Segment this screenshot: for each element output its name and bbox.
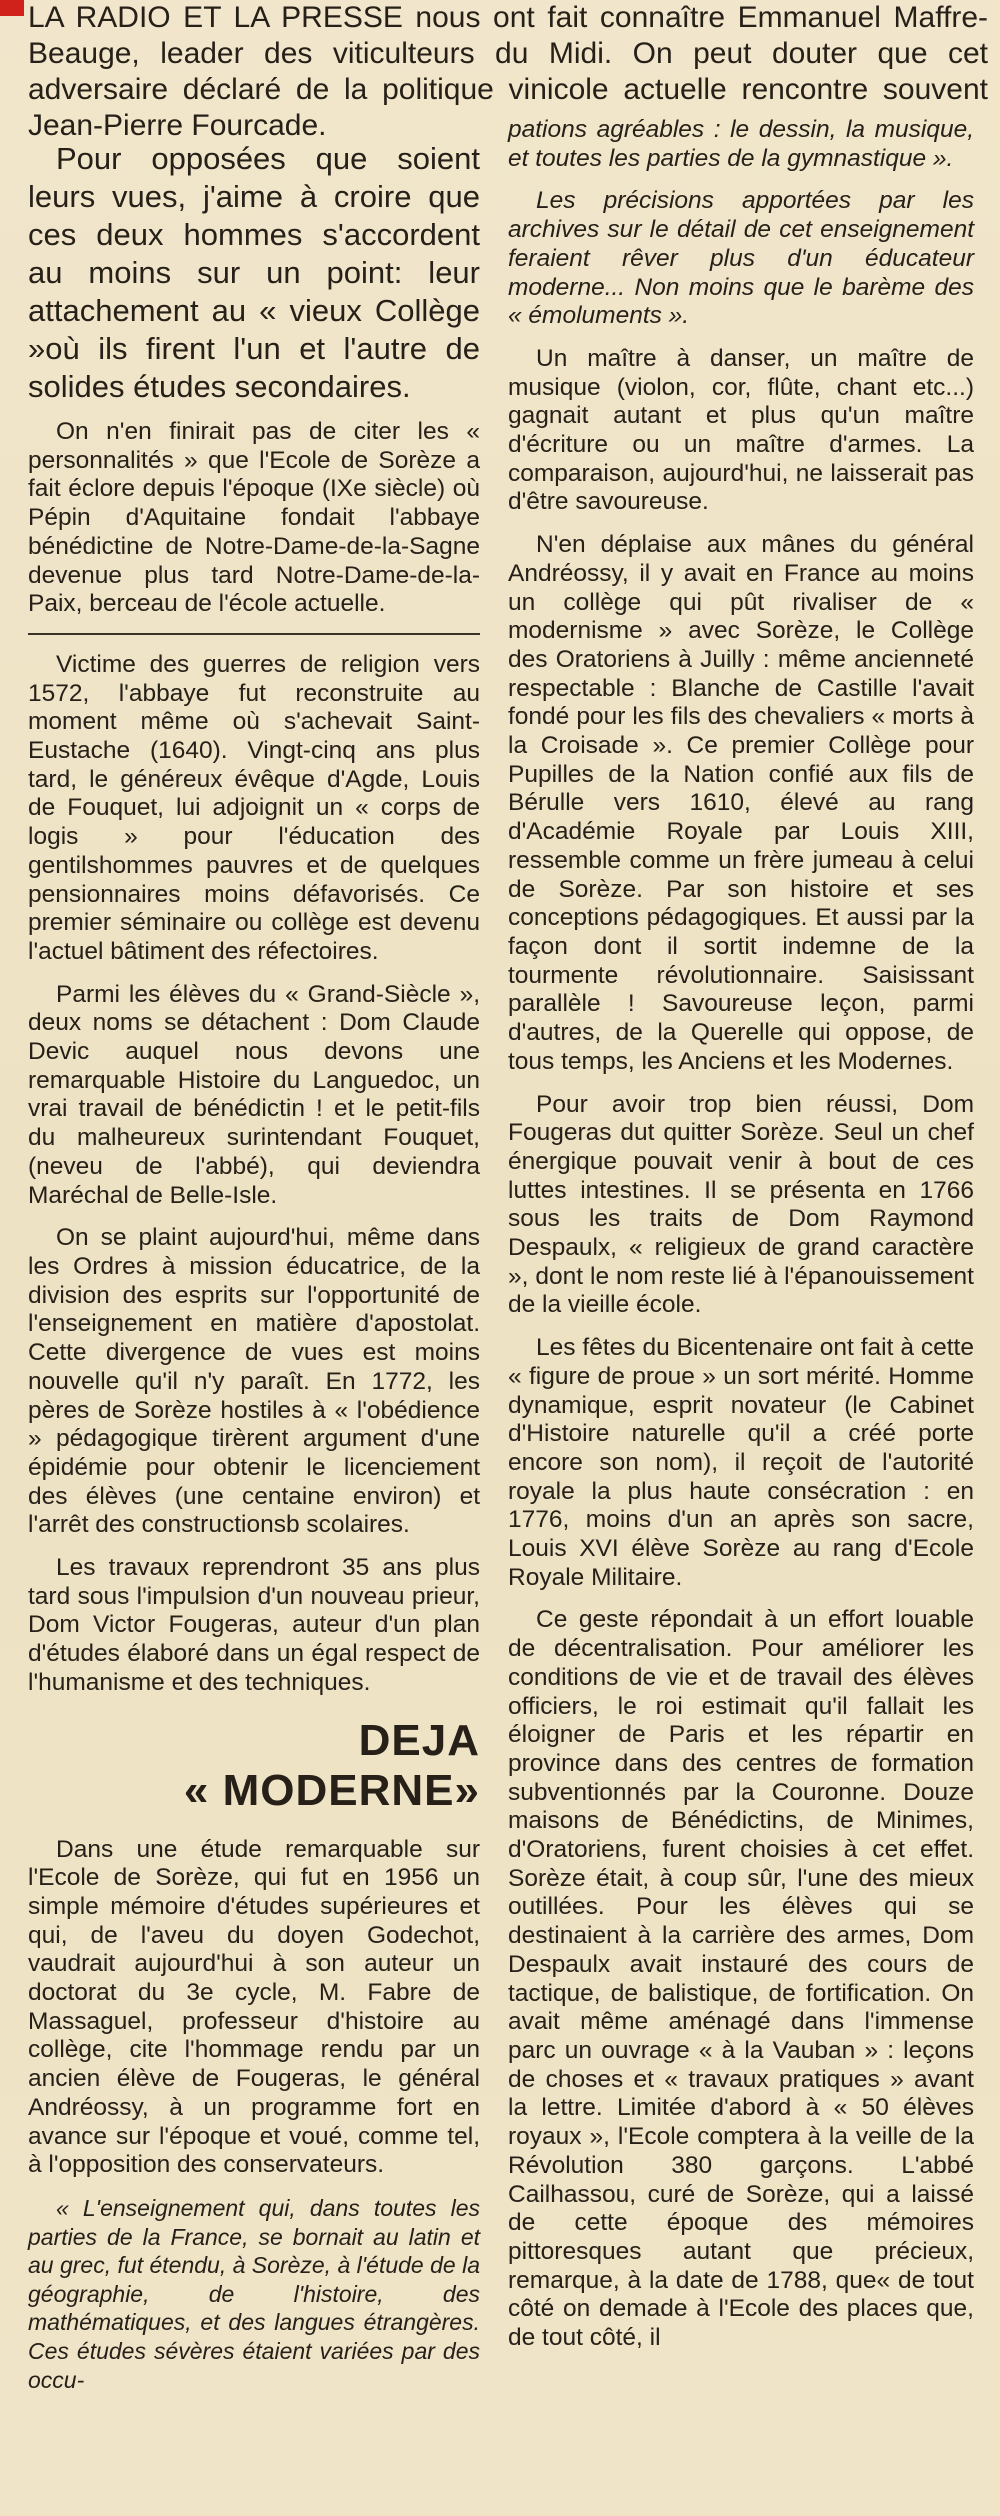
heading-line-2: « MODERNE» [183,1765,480,1815]
section-heading [28,1716,480,1816]
quote-paragraph: « L'enseignement qui, dans toutes les parties de la France, se bornait au latin et au grec, fut étendu, à Sorèze, à l'étude de la géographie, de l'histoire, des mathématiques, et des langues étrangères. Ces études sévères étaient variées par des occu- [28,2194,480,2393]
paragraph: On se plaint aujourd'hui, même dans les Ordres à mission éducatrice, de la division des esprits sur l'opportunité de l'enseignement en matière d'apostolat. Cette divergence de vues est moins nouvelle qu'il n'y paraît. En 1772, les pères de Sorèze hostiles à « l'obédience » pédagogique tirèrent argument d'une épidémie pour obtenir le licenciement des élèves (une centaine environ) et l'arrêt des constructionsb scolaires. [28,1224,480,1539]
paragraph: Victime des guerres de religion vers 1572, l'abbaye fut reconstruite au moment même où s'achevait Saint-Eustache (1640). Vingt-cinq ans plus tard, le généreux évêque d'Agde, Louis de Fouquet, lui adjoignit un « corps de logis » pour l'éducation des gentilshommes pauvres et de quelques pensionnaires moins défavorisés. Ce premier séminaire ou collège est devenu l'actuel bâtiment des réfectoires. [28,650,480,965]
red-corner-mark [0,0,24,16]
paragraph: Parmi les élèves du « Grand-Siècle », deux noms se détachent : Dom Claude Devic auquel nous devons une remarquable Histoire du Languedoc, un vrai travail de bénédictin ! et le petit-fils du malheureux surintendant Fouquet, (neveu de l'abbé), qui deviendra Maréchal de Belle-Isle. [28,980,480,1209]
paragraph: Les précisions apportées par les archives sur le détail de cet enseignement feraient rêver plus d'un éducateur moderne... Non moins que le barème des « émoluments ». [508,187,974,330]
right-column [508,116,974,2367]
paragraph: Les travaux reprendront 35 ans plus tard sous l'impulsion d'un nouveau prieur, Dom Victor Fougeras, auteur d'un plan d'études élaboré dans un égal respect de l'humanisme et des techniques. [28,1554,480,1696]
heading-line-1: DEJA [358,1715,480,1765]
paragraph: Pour opposées que soient leurs vues, j'aime à croire que ces deux hommes s'accordent au moins sur un point: leur attachement au « vieux Collège »où ils firent l'un et l'autre de solides études secondaires. [28,141,480,404]
paragraph: On n'en finirait pas de citer les « personnalités » que l'Ecole de Sorèze a fait éclore depuis l'époque (IXe siècle) où Pépin d'Aquitaine fondait l'abbaye bénédictine de Notre-Dame-de-la-Sagne devenue plus tard Notre-Dame-de-la-Paix, berceau de l'école actuelle. [28,418,480,618]
paragraph: pations agréables : le dessin, la musique, et toutes les parties de la gymnastique ». [508,116,974,172]
paragraph: Ce geste répondait à un effort louable de décentralisation. Pour améliorer les conditions de vie et de travail des élèves officiers, le roi estimait qu'il fallait les éloigner de Paris et les répartir en province dans des centres de formation subventionnés par la Couronne. Douze maisons de Bénédictins, de Minimes, d'Oratoriens, furent choisies à cet effet. Sorèze était, à coup sûr, l'une des mieux outillées. Pour les élèves qui se destinaient à la carrière des armes, Dom Despaulx avait instauré des cours de tactique, de balistique, de fortification. On avait même aménagé dans l'immense parc un ouvrage « à la Vauban » : leçons de choses et « travaux pratiques » avant la lettre. Limitée d'abord à « 50 élèves royaux », l'Ecole comptera à la veille de la Révolution 380 garçons. L'abbé Cailhassou, curé de Sorèze, qui a laissé de cette époque des mémoires pittoresques autant que précieux, remarque, à la date de 1788, que« de tout côté on demade à l'Ecole des places que, de tout côté, il [508,1606,974,2352]
paragraph: Dans une étude remarquable sur l'Ecole de Sorèze, qui fut en 1956 un simple mémoire d'études supérieures et qui, de l'aveu du doyen Godechot, vaudrait aujourd'hui à son auteur un doctorat du 3e cycle, M. Fabre de Massaguel, professeur d'histoire au collège, cite l'hommage rendu par un ancien élève de Fougeras, le général Andréossy, à un programme fort en avance sur l'époque et voué, comme tel, à l'opposition des conservateurs. [28,1835,480,2179]
left-column [28,140,480,2408]
paragraph: N'en déplaise aux mânes du général Andréossy, il y avait en France au moins un collège qui pût rivaliser de « modernisme » avec Sorèze, le Collège des Oratoriens à Juilly : même ancienneté respectable : Blanche de Castille l'avait fondé pour les fils des chevaliers « morts à la Croisade ». Ce premier Collège pour Pupilles de la Nation confié aux fils de Bérulle vers 1610, élevé au rang d'Académie Royale par Louis XIII, ressemble comme un frère jumeau à celui de Sorèze. Par son histoire et ses conceptions pédagogiques. Et aussi par la façon dont il sortit indemne de la tourmente révolutionnaire. Saisissant parallèle ! Savoureuse leçon, parmi d'autres, de la Querelle qui oppose, de tous temps, les Anciens et les Modernes. [508,531,974,1075]
paragraph: Pour avoir trop bien réussi, Dom Fougeras dut quitter Sorèze. Seul un chef énergique pouvait venir à bout de ces luttes intestines. Il se présenta en 1766 sous les traits de Dom Raymond Despaulx, « religieux de grand caractère », dont le nom reste lié à l'épanouissement de la vieille école. [508,1090,974,1319]
paragraph: Un maître à danser, un maître de musique (violon, cor, flûte, chant etc...) gagnait autant et plus qu'un maître d'écriture ou un maître d'armes. La comparaison, aujourd'hui, ne laisserait pas d'être savoureuse. [508,344,974,516]
intro-paragraph: LA RADIO ET LA PRESSE nous ont fait connaître Emmanuel Maffre-Beauge, leader des viticulteurs du Midi. On peut douter que cet adversaire déclaré de la politique vinicole actuelle rencontre souvent Jean-Pierre Fourcade. [28,1,988,142]
paragraph: Les fêtes du Bicentenaire ont fait à cette « figure de proue » un sort mérité. Homme dynamique, esprit novateur (le Cabinet d'Histoire naturelle qu'il a créé porte encore son nom), il reçoit de l'autorité royale la plus haute consécration : en 1776, moins d'un an après son sacre, Louis XVI élève Sorèze au rang d'Ecole Royale Militaire. [508,1334,974,1591]
divider [28,633,480,635]
